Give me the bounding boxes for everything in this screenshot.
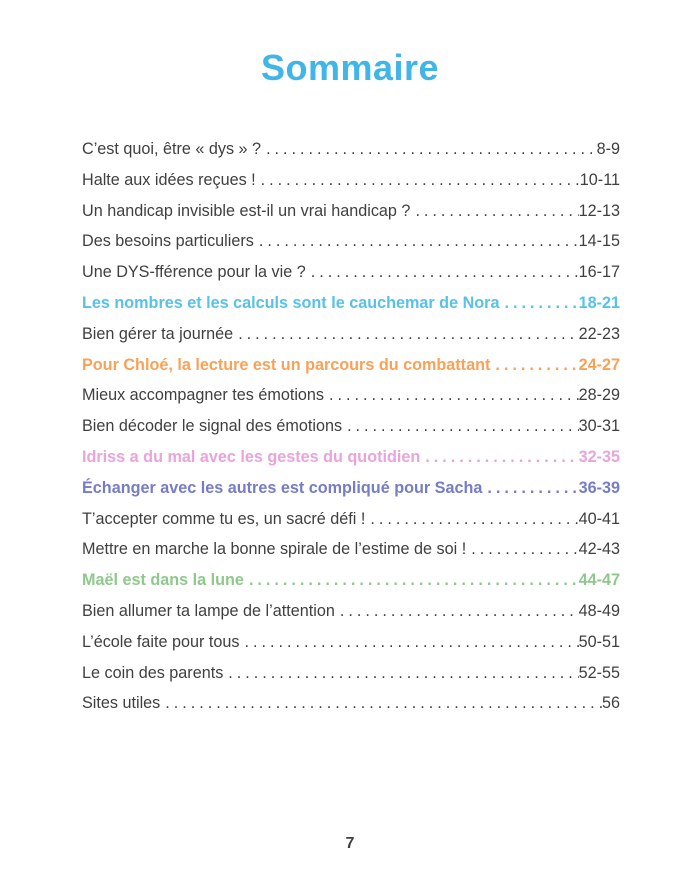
toc-entry — [82, 442, 620, 473]
dot-leader — [240, 627, 579, 658]
dot-leader — [306, 257, 579, 288]
toc-entry — [82, 565, 620, 596]
dot-leader — [499, 288, 578, 319]
toc-entry — [82, 658, 620, 689]
toc-entry-pages: 28-29 — [578, 386, 620, 405]
toc-entry-label: Des besoins particuliers — [82, 232, 254, 251]
toc-entry-pages: 42-43 — [578, 540, 620, 559]
toc-entry-label: L’école faite pour tous — [82, 632, 240, 651]
toc-entry-label: Pour Chloé, la lecture est un parcours du combattant — [82, 355, 491, 374]
toc-entry-label: Mettre en marche la bonne spirale de l’estime de soi ! — [82, 540, 467, 559]
toc-entry — [82, 165, 620, 196]
toc-entry-pages: 32-35 — [578, 447, 620, 466]
toc-entry-label: Une DYS-fférence pour la vie ? — [82, 263, 306, 282]
toc-entry-label: Bien allumer ta lampe de l’attention — [82, 601, 335, 620]
toc-entry — [82, 534, 620, 565]
dot-leader — [261, 134, 597, 165]
dot-leader — [256, 165, 580, 196]
toc-entry-label: Bien gérer ta journée — [82, 324, 234, 343]
toc-entry-label: C’est quoi, être « dys » ? — [82, 140, 262, 158]
toc-entry-label: T’accepter comme tu es, un sacré défi ! — [82, 509, 366, 528]
toc-entry-label: Le coin des parents — [82, 663, 224, 682]
toc-entry-label: Idriss a du mal avec les gestes du quotidien — [82, 447, 421, 466]
dot-leader — [244, 565, 579, 596]
dot-leader — [254, 226, 579, 257]
toc-entry-label: Échanger avec les autres est compliqué pour Sacha — [82, 478, 483, 497]
dot-leader — [335, 596, 579, 627]
toc-entry-label: Bien décoder le signal des émotions — [82, 417, 343, 436]
toc-entry-pages: 8-9 — [596, 140, 620, 158]
toc-entry-label: Un handicap invisible est-il un vrai handicap ? — [82, 201, 411, 220]
toc-entry — [82, 226, 620, 257]
page-number: 7 — [345, 835, 355, 852]
toc-entry-pages: 30-31 — [578, 417, 620, 436]
dot-leader — [365, 504, 578, 535]
toc-entry — [82, 473, 620, 504]
toc-entry — [82, 504, 620, 535]
toc-entry-pages: 44-47 — [578, 571, 620, 590]
toc-entry-pages: 24-27 — [578, 355, 620, 374]
toc-entry — [82, 288, 620, 319]
toc-entry-pages: 10-11 — [579, 170, 620, 189]
toc-entry-pages: 36-39 — [578, 478, 620, 497]
toc-entry-pages: 52-55 — [578, 663, 620, 682]
dot-leader — [490, 350, 578, 381]
toc-entry-pages: 22-23 — [578, 324, 620, 343]
toc-entry-pages: 16-17 — [578, 263, 620, 282]
dot-leader — [482, 473, 578, 504]
toc-entry-label: Les nombres et les calculs sont le cauchemar de Nora — [82, 293, 500, 312]
toc-list — [82, 134, 620, 719]
toc-entry — [82, 596, 620, 627]
dot-leader — [342, 411, 579, 442]
toc-entry — [82, 627, 620, 658]
dot-leader — [324, 380, 579, 411]
toc-entry-pages: 56 — [601, 694, 620, 713]
page-title: Sommaire — [260, 47, 440, 88]
toc-entry-label: Sites utiles — [82, 694, 161, 713]
toc-entry-pages: 12-13 — [578, 201, 620, 220]
dot-leader — [223, 658, 578, 689]
toc-entry — [82, 319, 620, 350]
dot-leader — [466, 534, 578, 565]
toc-entry-label: Halte aux idées reçues ! — [82, 170, 256, 189]
toc-entry — [82, 688, 620, 719]
toc-entry — [82, 350, 620, 381]
dot-leader — [233, 319, 578, 350]
toc-entry — [82, 196, 620, 227]
toc-entry-pages: 40-41 — [578, 509, 620, 528]
dot-leader — [420, 442, 578, 473]
toc-entry — [82, 134, 620, 165]
toc-entry-label: Mieux accompagner tes émotions — [82, 386, 325, 405]
dot-leader — [160, 688, 602, 719]
toc-entry-label: Maël est dans la lune — [82, 571, 244, 590]
toc-entry — [82, 257, 620, 288]
toc-entry — [82, 411, 620, 442]
toc-entry — [82, 380, 620, 411]
toc-entry-pages: 48-49 — [578, 601, 620, 620]
dot-leader — [410, 196, 578, 227]
toc-entry-pages: 18-21 — [578, 293, 620, 312]
toc-entry-pages: 14-15 — [578, 232, 620, 251]
toc-entry-pages: 50-51 — [578, 632, 620, 651]
